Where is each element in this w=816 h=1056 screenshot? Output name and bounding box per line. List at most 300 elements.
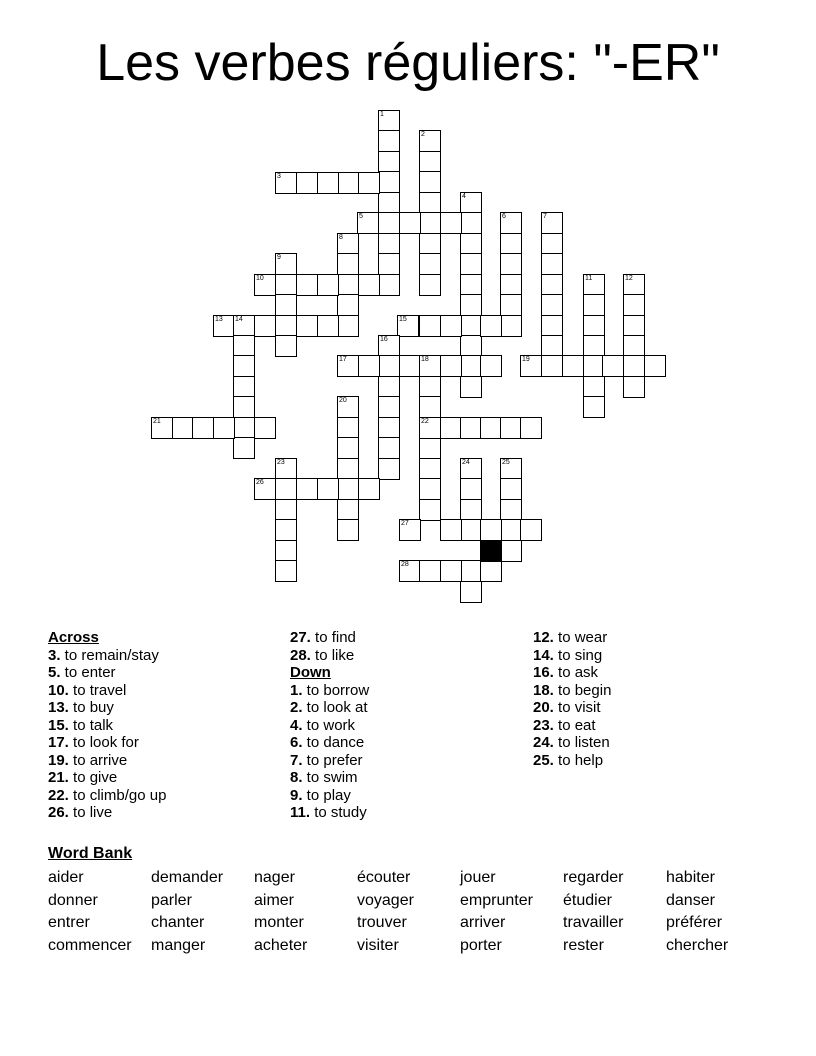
clue-item-text: to dance bbox=[302, 734, 365, 751]
crossword-cell[interactable] bbox=[541, 212, 563, 234]
crossword-cell[interactable] bbox=[378, 458, 400, 480]
crossword-cell[interactable] bbox=[419, 274, 441, 296]
crossword-cell[interactable] bbox=[500, 294, 522, 316]
crossword-cell[interactable] bbox=[275, 274, 297, 296]
crossword-cell[interactable] bbox=[358, 172, 380, 194]
crossword-cell[interactable] bbox=[480, 417, 502, 439]
crossword-cell[interactable] bbox=[254, 315, 276, 337]
word-bank-word: porter bbox=[460, 936, 502, 954]
crossword-cell[interactable] bbox=[397, 315, 419, 337]
clue-item-number: 19. bbox=[48, 751, 69, 769]
word-bank-word: aider bbox=[48, 869, 84, 886]
crossword-cell[interactable] bbox=[296, 274, 318, 296]
crossword-cell[interactable] bbox=[378, 396, 400, 418]
crossword-cell[interactable] bbox=[233, 396, 255, 418]
clue-item bbox=[290, 734, 369, 752]
crossword-cell[interactable] bbox=[500, 253, 522, 275]
crossword-cell[interactable] bbox=[583, 376, 605, 398]
crossword-cell[interactable] bbox=[275, 499, 297, 521]
word-bank-word: entrer bbox=[48, 914, 90, 931]
clue-item bbox=[290, 769, 369, 787]
crossword-cell[interactable] bbox=[419, 171, 441, 193]
clues-column-1 bbox=[48, 629, 166, 822]
word-bank-word: manger bbox=[151, 936, 206, 954]
word-bank-heading: Word Bank bbox=[48, 845, 133, 862]
crossword-cell[interactable] bbox=[337, 315, 359, 337]
clue-number: 5 bbox=[359, 213, 363, 220]
crossword-cell[interactable] bbox=[623, 376, 645, 398]
crossword-cell[interactable] bbox=[419, 396, 441, 418]
clue-number: 24 bbox=[462, 459, 470, 466]
clue-item bbox=[290, 787, 369, 805]
crossword-cell[interactable] bbox=[419, 437, 441, 459]
crossword-cell[interactable] bbox=[500, 540, 522, 562]
word-bank-word: préférer bbox=[666, 914, 723, 931]
clue-item bbox=[533, 699, 611, 717]
crossword-cell[interactable] bbox=[520, 355, 542, 377]
clue-item-number: 12. bbox=[533, 629, 554, 646]
crossword-cell[interactable] bbox=[520, 519, 542, 541]
crossword-cell[interactable] bbox=[378, 171, 400, 193]
clue-number: 25 bbox=[502, 459, 510, 466]
crossword-cell[interactable] bbox=[460, 335, 482, 357]
crossword-cell[interactable] bbox=[419, 478, 441, 500]
crossword-cell[interactable] bbox=[460, 274, 482, 296]
clue-item-text: to talk bbox=[68, 716, 114, 734]
clue-item-number: 28. bbox=[290, 646, 311, 664]
word-bank-word: voyager bbox=[357, 891, 414, 909]
clue-item-text: to look at bbox=[302, 699, 368, 716]
clue-item bbox=[533, 734, 611, 752]
crossword-cell[interactable] bbox=[583, 396, 605, 418]
crossword-cell[interactable] bbox=[337, 233, 359, 255]
clue-item-number: 23. bbox=[533, 716, 554, 734]
crossword-cell[interactable] bbox=[275, 315, 297, 337]
word-bank-word: regarder bbox=[563, 869, 624, 886]
clue-item bbox=[290, 804, 369, 822]
clue-item-number: 25. bbox=[533, 751, 554, 769]
clue-number: 14 bbox=[235, 316, 243, 323]
crossword-cell[interactable] bbox=[337, 458, 359, 480]
crossword-cell[interactable] bbox=[500, 274, 522, 296]
crossword-cell[interactable] bbox=[419, 458, 441, 480]
clue-item-number: 18. bbox=[533, 681, 554, 699]
crossword-cell[interactable] bbox=[378, 233, 400, 255]
clue-item-number: 20. bbox=[533, 699, 554, 716]
clue-number: 12 bbox=[625, 275, 633, 282]
clue-item bbox=[48, 647, 166, 665]
crossword-cell[interactable] bbox=[440, 212, 462, 234]
word-bank-word: emprunter bbox=[460, 891, 533, 909]
crossword-cell[interactable] bbox=[460, 294, 482, 316]
crossword-cell[interactable] bbox=[151, 417, 173, 439]
crossword-cell[interactable] bbox=[440, 560, 462, 582]
clue-item-number: 3. bbox=[48, 646, 61, 664]
crossword-cell[interactable] bbox=[419, 130, 441, 152]
crossword-cell[interactable] bbox=[460, 458, 482, 480]
crossword-cell[interactable] bbox=[357, 212, 379, 234]
crossword-cell[interactable] bbox=[338, 172, 360, 194]
clue-item-text: to work bbox=[302, 716, 356, 734]
crossword-cell[interactable] bbox=[500, 519, 522, 541]
crossword-cell[interactable] bbox=[460, 233, 482, 255]
crossword-cell[interactable] bbox=[337, 437, 359, 459]
crossword-cell[interactable] bbox=[233, 376, 255, 398]
crossword-cell[interactable] bbox=[233, 355, 255, 377]
clue-item-text: to arrive bbox=[68, 751, 128, 769]
crossword-cell[interactable] bbox=[233, 417, 255, 439]
clue-item-number: 26. bbox=[48, 804, 69, 821]
crossword-cell[interactable] bbox=[378, 376, 400, 398]
crossword-cell[interactable] bbox=[480, 355, 502, 377]
clue-item-text: to help bbox=[553, 751, 604, 769]
clue-item bbox=[290, 752, 369, 770]
clue-item-number: 14. bbox=[533, 646, 554, 664]
crossword-cell[interactable] bbox=[460, 376, 482, 398]
clue-item-text: to climb/go up bbox=[68, 786, 167, 804]
clue-item-text: to swim bbox=[302, 769, 358, 786]
clue-item-number: 5. bbox=[48, 664, 61, 681]
crossword-cell[interactable] bbox=[275, 294, 297, 316]
clue-item-text: to live bbox=[68, 804, 113, 821]
word-bank-word: aimer bbox=[254, 891, 295, 909]
clue-item-text: to find bbox=[310, 629, 356, 646]
clue-number: 16 bbox=[380, 336, 388, 343]
crossword-cell[interactable] bbox=[520, 417, 542, 439]
crossword-cell[interactable] bbox=[480, 519, 502, 541]
word-bank-word: écouter bbox=[357, 869, 411, 886]
word-bank-word: rester bbox=[563, 936, 604, 954]
crossword-cell[interactable] bbox=[583, 315, 605, 337]
crossword-cell[interactable] bbox=[419, 233, 441, 255]
crossword-cell[interactable] bbox=[378, 417, 400, 439]
crossword-cell[interactable] bbox=[460, 499, 482, 521]
crossword-cell[interactable] bbox=[460, 417, 482, 439]
crossword-cell[interactable] bbox=[254, 478, 276, 500]
clue-item-number: 13. bbox=[48, 699, 69, 716]
crossword-cell[interactable] bbox=[296, 478, 318, 500]
crossword-cell[interactable] bbox=[337, 274, 359, 296]
crossword-cell[interactable] bbox=[419, 417, 441, 439]
crossword-cell[interactable] bbox=[378, 253, 400, 275]
crossword-cell[interactable] bbox=[275, 519, 297, 541]
crossword-cell[interactable] bbox=[419, 151, 441, 173]
crossword-cell[interactable] bbox=[541, 274, 563, 296]
clue-number: 13 bbox=[215, 316, 223, 323]
clue-number: 10 bbox=[256, 275, 264, 282]
across-heading: Across bbox=[48, 629, 99, 646]
crossword-cell[interactable] bbox=[541, 294, 563, 316]
crossword-cell[interactable] bbox=[317, 478, 339, 500]
crossword-cell[interactable] bbox=[317, 172, 339, 194]
crossword-cell[interactable] bbox=[358, 478, 380, 500]
crossword-cell[interactable] bbox=[192, 417, 214, 439]
clue-item-text: to sing bbox=[553, 646, 603, 664]
clue-item-text: to listen bbox=[553, 734, 610, 751]
clue-item bbox=[48, 787, 166, 805]
crossword-cell[interactable] bbox=[172, 417, 194, 439]
clue-item-number: 7. bbox=[290, 751, 303, 769]
clue-number: 17 bbox=[339, 356, 347, 363]
crossword-cell[interactable] bbox=[378, 110, 400, 132]
crossword-cell[interactable] bbox=[419, 355, 441, 377]
crossword-black-cell bbox=[480, 540, 502, 562]
clue-item-number: 2. bbox=[290, 699, 303, 716]
word-bank-word: travailler bbox=[563, 914, 624, 931]
crossword-cell[interactable] bbox=[213, 315, 235, 337]
crossword-cell[interactable] bbox=[337, 253, 359, 275]
word-bank-word: jouer bbox=[460, 869, 496, 886]
crossword-cell[interactable] bbox=[337, 519, 359, 541]
crossword-cell[interactable] bbox=[419, 192, 441, 214]
crossword-cell[interactable] bbox=[378, 355, 400, 377]
crossword-cell[interactable] bbox=[337, 396, 359, 418]
clue-number: 3 bbox=[277, 173, 281, 180]
clue-item bbox=[48, 717, 166, 735]
clue-number: 8 bbox=[339, 234, 343, 241]
crossword-cell[interactable] bbox=[500, 478, 522, 500]
clue-number: 28 bbox=[401, 561, 409, 568]
crossword-cell[interactable] bbox=[480, 560, 502, 582]
clue-number: 2 bbox=[421, 131, 425, 138]
crossword-cell[interactable] bbox=[275, 560, 297, 582]
crossword-cell[interactable] bbox=[644, 355, 666, 377]
clue-item-number: 11. bbox=[290, 804, 311, 821]
down-heading: Down bbox=[290, 664, 331, 681]
clues-column-2 bbox=[290, 629, 369, 822]
crossword-cell[interactable] bbox=[419, 253, 441, 275]
crossword-cell[interactable] bbox=[440, 519, 462, 541]
crossword-cell[interactable] bbox=[500, 315, 522, 337]
crossword-cell[interactable] bbox=[254, 417, 276, 439]
crossword-cell[interactable] bbox=[460, 519, 482, 541]
crossword-cell[interactable] bbox=[583, 274, 605, 296]
clue-item-number: 15. bbox=[48, 716, 69, 734]
crossword-cell[interactable] bbox=[378, 437, 400, 459]
crossword-cell[interactable] bbox=[460, 560, 482, 582]
crossword-cell[interactable] bbox=[337, 294, 359, 316]
clue-item-text: to wear bbox=[553, 629, 608, 646]
clue-item-text: to ask bbox=[553, 664, 599, 681]
crossword-cell[interactable] bbox=[254, 274, 276, 296]
crossword-cell[interactable] bbox=[419, 560, 441, 582]
crossword-cell[interactable] bbox=[541, 315, 563, 337]
crossword-cell[interactable] bbox=[337, 478, 359, 500]
word-bank-word: étudier bbox=[563, 891, 612, 909]
down-clue-list-continued bbox=[533, 629, 611, 769]
crossword-cell[interactable] bbox=[541, 233, 563, 255]
clue-item bbox=[290, 699, 369, 717]
crossword-cell[interactable] bbox=[419, 315, 441, 337]
clue-number: 11 bbox=[585, 275, 593, 282]
crossword-cell[interactable] bbox=[541, 355, 563, 377]
clue-item bbox=[533, 664, 611, 682]
clue-item-text: to enter bbox=[60, 664, 116, 681]
crossword-cell[interactable] bbox=[460, 315, 482, 337]
clue-number: 21 bbox=[153, 418, 161, 425]
crossword-cell[interactable] bbox=[233, 335, 255, 357]
clue-item bbox=[533, 717, 611, 735]
clue-item bbox=[48, 734, 166, 752]
word-bank-word: arriver bbox=[460, 914, 506, 931]
clue-item-text: to eat bbox=[553, 716, 596, 734]
word-bank-word: demander bbox=[151, 869, 224, 886]
crossword-cell[interactable] bbox=[233, 437, 255, 459]
clue-item-number: 8. bbox=[290, 769, 303, 786]
clue-number: 1 bbox=[380, 111, 384, 118]
word-bank-word: habiter bbox=[666, 869, 715, 886]
crossword-cell[interactable] bbox=[378, 192, 400, 214]
word-bank-word: monter bbox=[254, 914, 304, 931]
crossword-cell[interactable] bbox=[500, 233, 522, 255]
clue-item bbox=[48, 752, 166, 770]
crossword-cell[interactable] bbox=[460, 253, 482, 275]
crossword-cell[interactable] bbox=[378, 212, 400, 234]
crossword-cell[interactable] bbox=[399, 560, 421, 582]
clue-item-number: 22. bbox=[48, 786, 69, 804]
clue-item-text: to buy bbox=[68, 699, 114, 716]
crossword-cell[interactable] bbox=[275, 478, 297, 500]
crossword-cell[interactable] bbox=[480, 315, 502, 337]
crossword-cell[interactable] bbox=[440, 355, 462, 377]
crossword-cell[interactable] bbox=[460, 478, 482, 500]
clue-number: 26 bbox=[256, 479, 264, 486]
clue-item-number: 6. bbox=[290, 734, 303, 751]
crossword-cell[interactable] bbox=[337, 417, 359, 439]
clue-item-number: 27. bbox=[290, 629, 311, 646]
crossword-cell[interactable] bbox=[337, 499, 359, 521]
crossword-cell[interactable] bbox=[378, 130, 400, 152]
across-clue-list-continued bbox=[290, 629, 369, 664]
clue-item-text: to borrow bbox=[302, 681, 370, 699]
crossword-cell[interactable] bbox=[500, 499, 522, 521]
clue-item bbox=[290, 629, 369, 647]
clue-item bbox=[48, 769, 166, 787]
clue-item-number: 9. bbox=[290, 786, 303, 804]
crossword-cell[interactable] bbox=[275, 172, 297, 194]
crossword-cell[interactable] bbox=[296, 172, 318, 194]
crossword-cell[interactable] bbox=[358, 355, 380, 377]
clue-item-number: 1. bbox=[290, 681, 303, 699]
crossword-cell[interactable] bbox=[317, 274, 339, 296]
clue-number: 22 bbox=[421, 418, 429, 425]
word-bank-word: danser bbox=[666, 891, 715, 909]
clue-item-text: to give bbox=[68, 769, 118, 786]
clue-item-text: to visit bbox=[553, 699, 601, 716]
clue-item-text: to begin bbox=[553, 681, 612, 699]
clue-item-number: 16. bbox=[533, 664, 554, 681]
clue-number: 15 bbox=[399, 316, 407, 323]
crossword-cell[interactable] bbox=[419, 499, 441, 521]
clue-item-text: to remain/stay bbox=[60, 646, 159, 664]
clue-item-text: to prefer bbox=[302, 751, 363, 769]
crossword-cell[interactable] bbox=[275, 253, 297, 275]
page-title: Les verbes réguliers: "-ER" bbox=[96, 34, 720, 92]
crossword-cell[interactable] bbox=[623, 335, 645, 357]
word-bank-word: acheter bbox=[254, 936, 308, 954]
crossword-cell[interactable] bbox=[562, 355, 584, 377]
clues-column-3 bbox=[533, 629, 611, 769]
word-bank-word: parler bbox=[151, 891, 192, 909]
clue-item-text: to play bbox=[302, 786, 351, 804]
word-bank-word: visiter bbox=[357, 936, 399, 954]
clue-item-text: to look for bbox=[68, 734, 139, 751]
crossword-cell[interactable] bbox=[623, 274, 645, 296]
crossword-cell[interactable] bbox=[460, 581, 482, 603]
clue-item-number: 4. bbox=[290, 716, 303, 734]
crossword-cell[interactable] bbox=[399, 519, 421, 541]
crossword-cell[interactable] bbox=[275, 458, 297, 480]
crossword-cell[interactable] bbox=[602, 355, 624, 377]
word-bank-word: chanter bbox=[151, 914, 205, 931]
clue-number: 23 bbox=[277, 459, 285, 466]
clue-item bbox=[48, 699, 166, 717]
crossword-cell[interactable] bbox=[500, 417, 522, 439]
crossword-cell[interactable] bbox=[500, 212, 522, 234]
crossword-cell[interactable] bbox=[623, 315, 645, 337]
clue-item-number: 24. bbox=[533, 734, 554, 751]
crossword-cell[interactable] bbox=[440, 417, 462, 439]
clue-number: 20 bbox=[339, 397, 347, 404]
crossword-cell[interactable] bbox=[583, 294, 605, 316]
clue-item-number: 10. bbox=[48, 681, 69, 699]
crossword-cell[interactable] bbox=[275, 335, 297, 357]
crossword-cell[interactable] bbox=[500, 458, 522, 480]
crossword-cell[interactable] bbox=[419, 212, 441, 234]
word-bank-word: nager bbox=[254, 869, 295, 886]
clue-item bbox=[290, 647, 369, 665]
word-bank-word: donner bbox=[48, 891, 98, 909]
clue-item bbox=[533, 629, 611, 647]
crossword-cell[interactable] bbox=[541, 253, 563, 275]
crossword-cell[interactable] bbox=[541, 335, 563, 357]
clue-item bbox=[533, 682, 611, 700]
crossword-cell[interactable] bbox=[460, 212, 482, 234]
crossword-cell[interactable] bbox=[337, 355, 359, 377]
crossword-cell[interactable] bbox=[583, 335, 605, 357]
crossword-cell[interactable] bbox=[399, 212, 421, 234]
crossword-cell[interactable] bbox=[358, 274, 380, 296]
crossword-cell[interactable] bbox=[378, 274, 400, 296]
crossword-cell[interactable] bbox=[378, 335, 400, 357]
crossword-cell[interactable] bbox=[399, 355, 421, 377]
clue-item bbox=[290, 682, 369, 700]
clue-item bbox=[48, 682, 166, 700]
crossword-cell[interactable] bbox=[460, 355, 482, 377]
crossword-cell[interactable] bbox=[378, 151, 400, 173]
crossword-cell[interactable] bbox=[233, 315, 255, 337]
clue-item bbox=[533, 647, 611, 665]
crossword-cell[interactable] bbox=[296, 315, 318, 337]
crossword-cell[interactable] bbox=[623, 294, 645, 316]
clue-item bbox=[48, 664, 166, 682]
clue-item bbox=[48, 804, 166, 822]
clue-number: 18 bbox=[421, 356, 429, 363]
crossword-cell[interactable] bbox=[623, 355, 645, 377]
crossword-cell[interactable] bbox=[275, 540, 297, 562]
across-clue-list bbox=[48, 647, 166, 822]
crossword-cell[interactable] bbox=[317, 315, 339, 337]
crossword-cell[interactable] bbox=[440, 315, 462, 337]
word-bank-word: commencer bbox=[48, 936, 132, 954]
crossword-cell[interactable] bbox=[460, 192, 482, 214]
crossword-cell[interactable] bbox=[419, 376, 441, 398]
clue-item bbox=[533, 752, 611, 770]
clue-number: 7 bbox=[543, 213, 547, 220]
crossword-cell[interactable] bbox=[213, 417, 235, 439]
clue-item-text: to like bbox=[310, 646, 355, 664]
down-clue-list bbox=[290, 682, 369, 822]
